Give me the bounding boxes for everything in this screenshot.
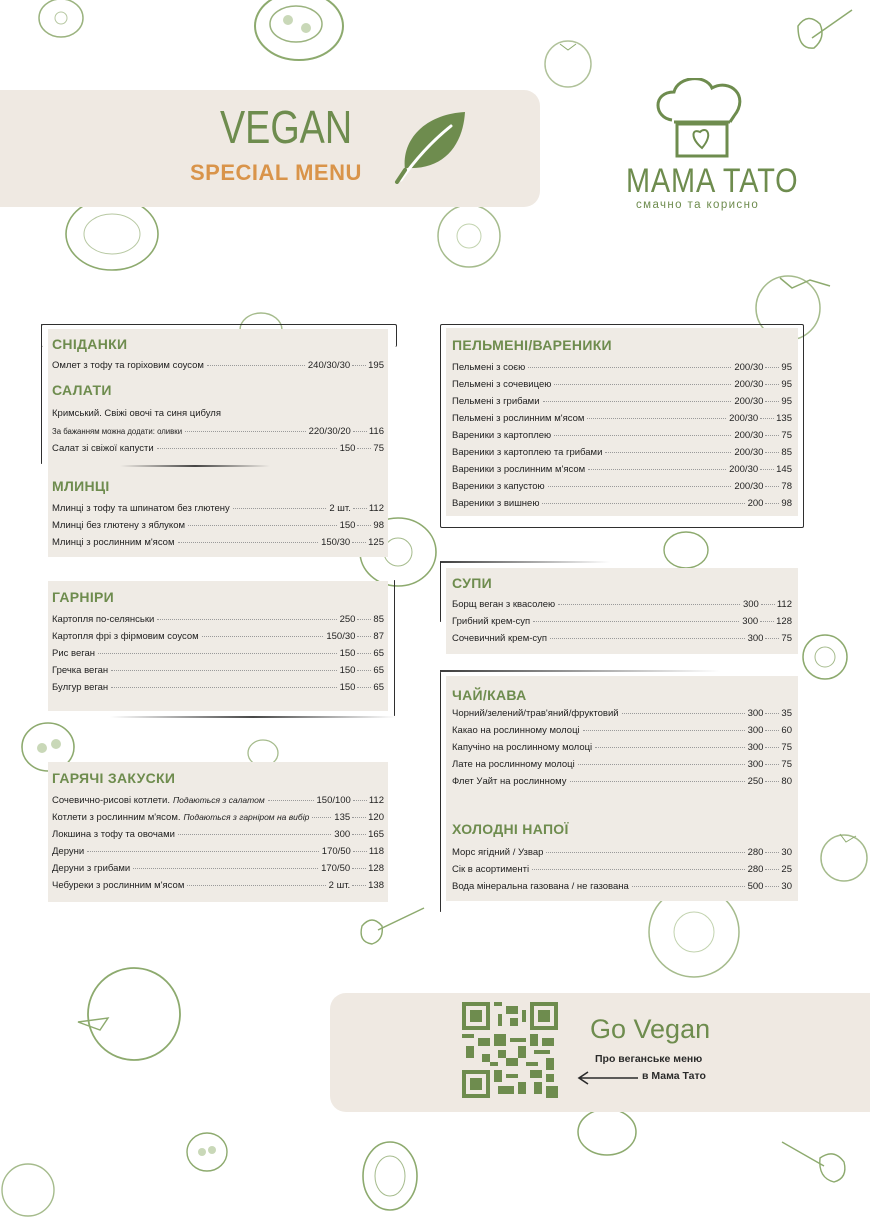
chef-hat-heart-icon bbox=[650, 78, 750, 167]
menu-item: Сочевичний крем-суп 300 75 bbox=[452, 633, 792, 644]
menu-item: Пельмені з соєю 200/30 95 bbox=[452, 362, 792, 373]
menu-item: Омлет з тофу та горіховим соусом 240/30/30 195 bbox=[52, 360, 384, 371]
decor-cucumber-slice-icon bbox=[36, 0, 86, 42]
section-title-pancakes: МЛИНЦІ bbox=[52, 478, 110, 494]
menu-item: Млинці з рослинним м'ясом 150/30 125 bbox=[52, 537, 384, 548]
decor-tomato-icon bbox=[818, 828, 870, 884]
brand-name: MAMA TATO bbox=[626, 162, 799, 200]
menu-item: Пельмені з сочевицею 200/30 95 bbox=[452, 379, 792, 390]
menu-item: Локшина з тофу та овочами 300 165 bbox=[52, 829, 384, 840]
menu-item: Вареники з вишнею 200 98 bbox=[452, 498, 792, 509]
page-subtitle: SPECIAL MENU bbox=[190, 160, 362, 185]
decor-cucumber-slice-icon bbox=[0, 1160, 60, 1218]
menu-item: Морс ягідний / Узвар 280 30 bbox=[452, 847, 792, 858]
menu-item: Вареники з рослинним м'ясом 200/30 145 bbox=[452, 464, 792, 475]
panel-frame-side bbox=[41, 324, 42, 464]
decor-tomato-icon bbox=[540, 36, 596, 90]
section-title-soups: СУПИ bbox=[452, 575, 492, 591]
section-title-dumplings: ПЕЛЬМЕНІ/ВАРЕНИКИ bbox=[452, 337, 612, 353]
page-title: VEGAN bbox=[220, 101, 353, 153]
panel-frame-side bbox=[440, 562, 441, 622]
decor-cucumber-slice-icon bbox=[576, 1108, 638, 1160]
arrow-left-icon bbox=[576, 1071, 640, 1090]
menu-item: Картопля фрі з фірмовим соусом 150/30 87 bbox=[52, 631, 384, 642]
section-title-sides: ГАРНІРИ bbox=[52, 589, 115, 605]
menu-item: Млинці без глютену з яблуком 150 98 bbox=[52, 520, 384, 531]
menu-item: За бажанням можна додати: оливки 220/30/20 116 bbox=[52, 426, 384, 437]
menu-item: Млинці з тофу та шпинатом без глютену 2 шт. 112 bbox=[52, 503, 384, 514]
menu-item: Сочевично-рисові котлети. Подаються з салатом 150/100 112 bbox=[52, 795, 384, 806]
decor-tomato-half-icon bbox=[360, 1140, 422, 1214]
section-title-tea-coffee: ЧАЙ/КАВА bbox=[452, 687, 527, 703]
menu-item: Деруни 170/50 118 bbox=[52, 846, 384, 857]
divider bbox=[120, 465, 270, 467]
section-title-cold-drinks: ХОЛОДНІ НАПОЇ bbox=[452, 821, 569, 837]
panel-frame-side bbox=[394, 580, 395, 716]
menu-item: Картопля по-селянськи 250 85 bbox=[52, 614, 384, 625]
go-vegan-caption: в Мама Тато bbox=[642, 1070, 706, 1082]
menu-item: Булгур веган 150 65 bbox=[52, 682, 384, 693]
divider bbox=[110, 716, 396, 718]
divider bbox=[440, 670, 720, 672]
go-vegan-title: Go Vegan bbox=[590, 1014, 711, 1044]
menu-item: Кримський. Свіжі овочі та синя цибуля bbox=[52, 408, 221, 419]
menu-item: Вареники з картоплею та грибами 200/30 85 bbox=[452, 447, 792, 458]
menu-item: Гречка веган 150 65 bbox=[52, 665, 384, 676]
brand-tagline: смачно та корисно bbox=[636, 199, 760, 211]
decor-tomato-half-icon bbox=[184, 1130, 230, 1174]
decor-herb-icon bbox=[792, 6, 854, 56]
menu-item: Рис веган 150 65 bbox=[52, 648, 384, 659]
menu-item: Лате на рослинному молоці 300 75 bbox=[452, 759, 792, 770]
menu-item: Вода мінеральна газована / не газована 500 30 bbox=[452, 881, 792, 892]
section-title-salads: САЛАТИ bbox=[52, 382, 112, 398]
menu-item: Пельмені з грибами 200/30 95 bbox=[452, 396, 792, 407]
menu-item: Котлети з рослинним м'ясом. Подаються з гарніром на вибір 135 120 bbox=[52, 812, 384, 823]
menu-item: Пельмені з рослинним м'ясом 200/30 135 bbox=[452, 413, 792, 424]
decor-cucumber-slice-icon bbox=[64, 200, 162, 274]
decor-cucumber-slice-icon bbox=[646, 888, 744, 978]
menu-item: Сік в асортименті 280 25 bbox=[452, 864, 792, 875]
decor-tomato-half-icon bbox=[252, 0, 346, 66]
divider bbox=[440, 561, 610, 563]
menu-item: Грибний крем-суп 300 128 bbox=[452, 616, 792, 627]
decor-herb-icon bbox=[780, 1136, 852, 1188]
go-vegan-caption: Про веганське меню bbox=[595, 1053, 703, 1065]
qr-code-icon[interactable] bbox=[462, 1002, 558, 1098]
decor-tomato-icon bbox=[74, 964, 184, 1068]
menu-item: Деруни з грибами 170/50 128 bbox=[52, 863, 384, 874]
leaf-icon bbox=[393, 108, 469, 189]
decor-cucumber-slice-icon bbox=[662, 530, 710, 572]
menu-item: Борщ веган з квасолею 300 112 bbox=[452, 599, 792, 610]
decor-cucumber-slice-icon bbox=[800, 632, 850, 682]
menu-item: Чебуреки з рослинним м'ясом 2 шт. 138 bbox=[52, 880, 384, 891]
panel-frame-side bbox=[440, 672, 441, 912]
section-title-hot-snacks: ГАРЯЧІ ЗАКУСКИ bbox=[52, 770, 176, 786]
menu-item: Флет Уайт на рослинному 250 80 bbox=[452, 776, 792, 787]
decor-cucumber-slice-icon bbox=[434, 206, 504, 268]
menu-item: Чорний/зелений/трав'яний/фруктовий 300 35 bbox=[452, 708, 792, 719]
menu-item: Салат зі свіжої капусти 150 75 bbox=[52, 443, 384, 454]
menu-item: Какао на рослинному молоці 300 60 bbox=[452, 725, 792, 736]
menu-item: Вареники з капустою 200/30 78 bbox=[452, 481, 792, 492]
menu-item: Капучіно на рослинному молоці 300 75 bbox=[452, 742, 792, 753]
menu-item: Вареники з картоплею 200/30 75 bbox=[452, 430, 792, 441]
decor-herb-icon bbox=[356, 904, 426, 948]
section-title-breakfast: СНІДАНКИ bbox=[52, 336, 128, 352]
